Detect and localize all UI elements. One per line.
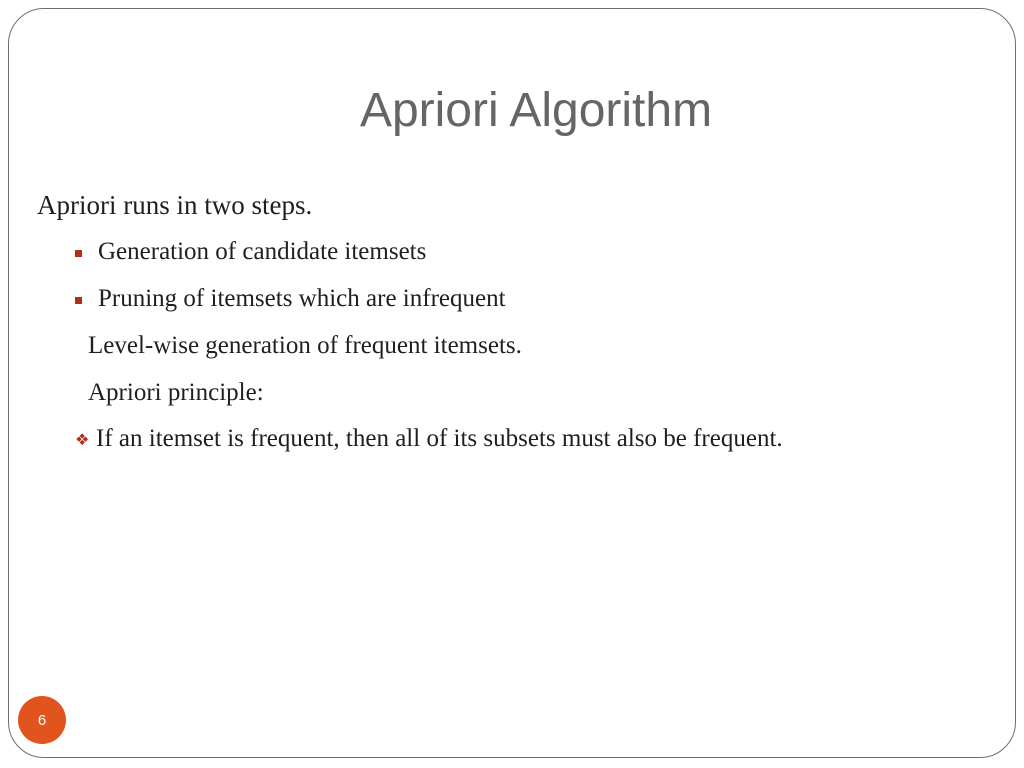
slide-title: Apriori Algorithm	[359, 84, 713, 137]
text-line-2: Apriori principle:	[88, 379, 264, 406]
bullet-text-2: Pruning of itemsets which are infrequent	[98, 285, 506, 312]
square-bullet-icon	[75, 297, 82, 304]
square-bullet-icon	[75, 250, 82, 257]
text-line-1: Level-wise generation of frequent itemsets.	[88, 332, 522, 359]
diamond-bullet-text: If an itemset is frequent, then all of its subsets must also be frequent.	[96, 425, 783, 452]
diamond-bullet-icon: ❖	[75, 430, 90, 449]
slide-number-badge: 6	[18, 696, 66, 744]
intro-text: Apriori runs in two steps.	[37, 190, 313, 220]
bullet-text-1: Generation of candidate itemsets	[98, 238, 427, 265]
